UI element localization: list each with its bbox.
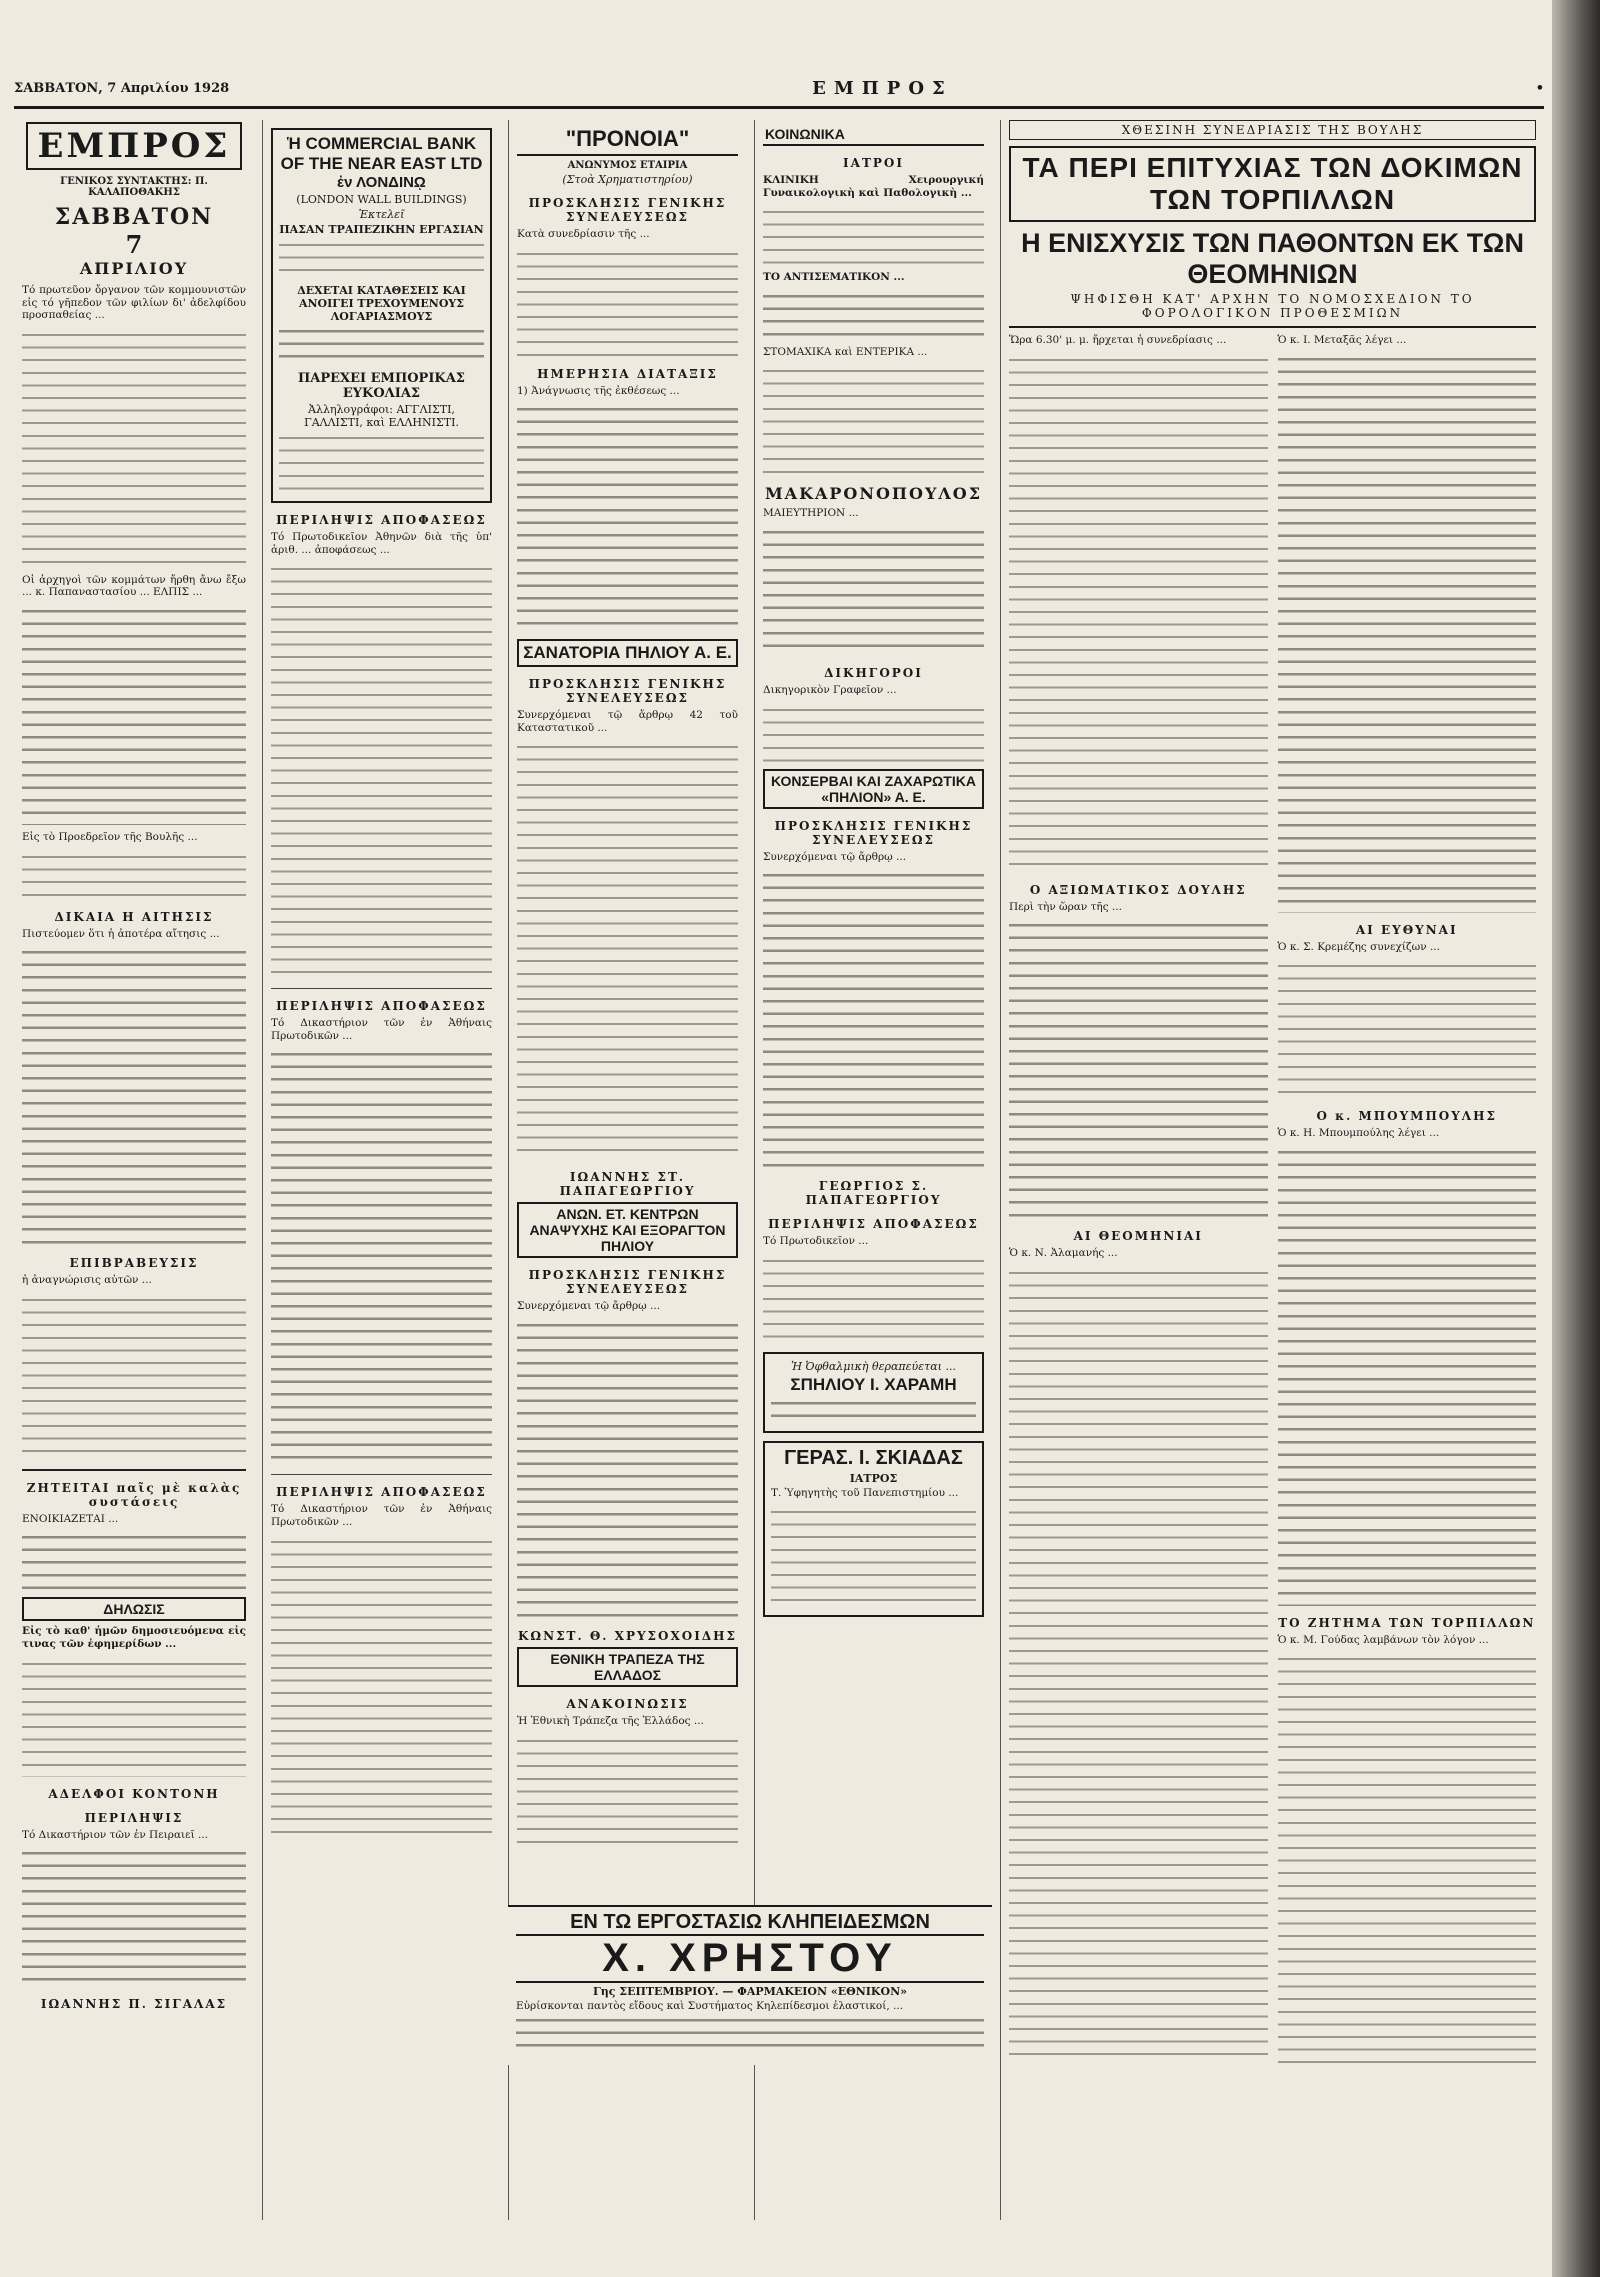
text-block (1278, 1146, 1537, 1606)
text-block (271, 1048, 492, 1468)
text-block (1278, 959, 1537, 1099)
text-block (763, 703, 984, 763)
text-block (763, 205, 984, 265)
section-heading: ΠΡΟΣΚΛΗΣΙΣ ΓΕΝΙΚΗΣ ΣΥΝΕΛΕΥΣΕΩΣ (774, 818, 973, 847)
signature: ΓΕΩΡΓΙΟΣ Σ. ΠΑΠΑΓΕΩΡΓΙΟΥ (805, 1179, 942, 1208)
ad-line: ΠΑΣΑΝ ΤΡΑΠΕΖΙΚΗΝ ΕΡΓΑΣΙΑΝ (279, 223, 484, 236)
article-text: Ὥρα 6.30' μ. μ. ἤρχεται ἡ συνεδρίασις ... (1009, 334, 1227, 346)
text-block (516, 2014, 984, 2054)
text-block (517, 247, 738, 357)
article-text: Τό Δικαστήριον τῶν ἐν Πειραιεῖ ... (22, 1828, 209, 1841)
text-block (279, 431, 484, 491)
ad-title: Ἡ COMMERCIAL BANK OF THE NEAR EAST LTD (280, 134, 483, 173)
doctor-advertisement (763, 1441, 984, 1618)
text-block (763, 526, 984, 656)
section-box-title: ΚΟΝΣΕΡΒΑΙ ΚΑΙ ΖΑΧΑΡΩΤΙΚΑ «ΠΗΛΙΟΝ» Α. Ε. (763, 769, 984, 809)
factory-advertisement (508, 1905, 992, 2065)
section-box-title: ΕΘΝΙΚΗ ΤΡΑΠΕΖΑ ΤΗΣ ΕΛΛΑΔΟΣ (517, 1647, 738, 1687)
section-heading: ΑΙ ΘΕΟΜΗΝΙΑΙ (1073, 1229, 1203, 1244)
section-heading: ΔΙΚΑΙΑ Η ΑΙΤΗΣΙΣ (54, 909, 214, 924)
section-heading: ΔΗΛΩΣΙΣ (22, 1597, 246, 1621)
text-block (763, 290, 984, 340)
article-text: Τό Δικαστήριον τῶν ἐν Ἀθήναις Πρωτοδικῶν ... (271, 1503, 492, 1528)
article-text: Εἰς τὸ Προεδρεῖον τῆς Βουλῆς ... (22, 830, 198, 843)
section-heading: ΜΑΚΑΡΟΝΟΠΟΥΛΟΣ (764, 484, 983, 504)
text-block (517, 740, 738, 1160)
section-topbar: ΧΘΕΣΙΝΗ ΣΥΝΕΔΡΙΑΣΙΣ ΤΗΣ ΒΟΥΛΗΣ (1009, 120, 1536, 140)
month-name: ΑΠΡΙΛΙΟΥ (79, 259, 189, 278)
section-heading: ΕΠΙΒΡΑΒΕΥΣΙΣ (69, 1256, 199, 1271)
text-block (771, 1397, 976, 1421)
ad-subtitle: ἐν ΛΟΝΔΙΝῼ (337, 174, 426, 191)
second-headline: Η ΕΝΙΣΧΥΣΙΣ ΤΩΝ ΠΑΘΟΝΤΩΝ ΕΚ ΤΩΝ ΘΕΟΜΗΝΙΩΝ (1021, 228, 1524, 289)
section-heading: Ο κ. ΜΠΟΥΜΠΟΥΛΗΣ (1316, 1109, 1497, 1124)
section-heading: ΔΙΚΗΓΟΡΟΙ (824, 665, 923, 680)
article-text: Συνερχόμεναι τῷ ἄρθρῳ ... (763, 850, 907, 863)
ad-title: ΓΕΡΑΣ. Ι. ΣΚΙΑΔΑΣ (784, 1446, 963, 1469)
article-column-left (1009, 334, 1268, 2078)
column-2 (262, 120, 500, 2220)
text-block (271, 562, 492, 982)
section-heading: ΠΕΡΙΛΗΨΙΣ (84, 1810, 184, 1825)
ad-line: Ἡ Ὀφθαλμικὴ θεραπεύεται ... (791, 1359, 956, 1373)
article-columns (1009, 334, 1536, 2078)
divider (22, 1469, 246, 1471)
main-headline: ΤΑ ΠΕΡΙ ΕΠΙΤΥΧΙΑΣ ΤΩΝ ΔΟΚΙΜΩΝ ΤΩΝ ΤΟΡΠΙΛΛΩΝ (1009, 146, 1536, 222)
article-text: Ὁ κ. Η. Μπουμπούλης λέγει ... (1277, 1127, 1440, 1140)
text-block (763, 869, 984, 1169)
section-heading: Ο ΑΞΙΩΜΑΤΙΚΟΣ ΔΟΥΛΗΣ (1029, 882, 1247, 897)
section-heading: ΤΟ ΖΗΤΗΜΑ ΤΩΝ ΤΟΡΠΙΛΛΩΝ (1278, 1615, 1536, 1630)
article-text: Εἰς τὸ καθ' ἡμῶν δημοσιευόμενα εἰς τινας τῶν ἐφημερίδων ... (22, 1625, 246, 1650)
text-block (1278, 353, 1537, 913)
article-text: Δικηγορικὸν Γραφεῖον ... (763, 683, 897, 696)
ad-line: Ἀλληλογράφοι: ΑΓΓΛΙΣΤΙ, ΓΑΛΛΙΣΤΙ, καὶ ΕΛΛΗΝΙΣΤΙ. (304, 403, 459, 429)
section-heading: ΠΡΟΣΚΛΗΣΙΣ ΓΕΝΙΚΗΣ ΣΥΝΕΛΕΥΣΕΩΣ (528, 196, 727, 224)
section-heading: ΠΕΡΙΛΗΨΙΣ ΑΠΟΦΑΣΕΩΣ (276, 513, 487, 527)
text-block (1009, 919, 1268, 1219)
text-block (22, 1847, 246, 1987)
masthead-date: ΣΑΒΒΑΤΟΝ, 7 Απριλίου 1928 (14, 80, 230, 96)
ad-line: ΙΑΤΡΟΣ (849, 1471, 898, 1485)
article-text: ΤΟ ΑΝΤΙΣΕΜΑΤΙΚΟΝ ... (763, 271, 905, 284)
article-text: Οἱ ἀρχηγοὶ τῶν κομμάτων ἤρθη ἄνω ἔξω ... κ. Παπαναστασίου ... ΕΛΠΙΣ ... (22, 573, 246, 599)
text-block (22, 850, 246, 900)
text-block (22, 1293, 246, 1463)
section-box-title: ΑΝΩΝ. ΕΤ. ΚΕΝΤΡΩΝ ΑΝΑΨΥΧΗΣ ΚΑΙ ΕΞΟΡΑΓΤΟΝ ΠΗΛΙΟΥ (517, 1202, 738, 1258)
day-number: 7 (125, 230, 143, 259)
article-text: ΜΑΙΕΥΤΗΡΙΟΝ ... (763, 507, 859, 520)
text-block (22, 1531, 246, 1591)
article-text: ΚΛΙΝΙΚΗ Χειρουργική Γυναικολογικὴ καὶ Παθολογικὴ ... (763, 174, 984, 199)
signature: ΙΩΑΝΝΗΣ ΣΤ. ΠΑΠΑΓΕΩΡΓΙΟΥ (559, 1170, 696, 1199)
editor-line: ΓΕΝΙΚΟΣ ΣΥΝΤΑΚΤΗΣ: Π. ΚΑΛΑΠΟΘΑΚΗΣ (60, 176, 208, 198)
divider (271, 1474, 492, 1475)
page-edge-shadow (1552, 0, 1600, 2277)
signature: ΑΔΕΛΦΟΙ ΚΟΝΤΟΝΗ (48, 1786, 220, 1801)
article-text: Συνερχόμεναι τῷ ἄρθρῳ 42 τοῦ Καταστατικοῦ ... (517, 709, 738, 734)
section-heading: ΠΡΟΣΚΛΗΣΙΣ ΓΕΝΙΚΗΣ ΣΥΝΕΛΕΥΣΕΩΣ (528, 677, 727, 706)
section-title: ΚΟΙΝΩΝΙΚΑ (763, 124, 984, 146)
section-heading: ΑΝΑΚΟΙΝΩΣΙΣ (566, 1696, 689, 1711)
company-subtitle: ΑΝΩΝΥΜΟΣ ΕΤΑΙΡΙΑ (567, 160, 688, 171)
article-text: Ὁ κ. Σ. Κρεμέζης συνεχίζων ... (1277, 940, 1440, 953)
divider (271, 988, 492, 989)
article-text: Ὁ κ. Ι. Μεταξᾶς λέγει ... (1277, 334, 1407, 346)
text-block (22, 605, 246, 825)
ad-name: Χ. ΧΡΗΣΤΟΥ (516, 1934, 984, 1983)
section-heading: ΗΜΕΡΗΣΙΑ ΔΙΑΤΑΞΙΣ (537, 366, 718, 381)
text-block (517, 1734, 738, 1844)
ad-line: Ἐκτελεῖ (358, 208, 405, 221)
article-text: ἡ ἀναγνώρισις αὐτῶν ... (22, 1274, 152, 1287)
headline-kicker: ΨΗΦΙΣΘΗ ΚΑΤ' ΑΡΧΗΝ ΤΟ ΝΟΜΟΣΧΕΔΙΟΝ ΤΟ ΦΟΡΟΛΟΓΙΚΟΝ ΠΡΟΘΕΣΜΙΩΝ (1009, 292, 1536, 328)
text-block (1009, 1266, 1268, 2066)
bank-advertisement (271, 128, 492, 503)
text-block (22, 946, 246, 1246)
ad-top-line: ΕΝ ΤΩ ΕΡΓΟΣΤΑΣΙΩ ΚΛΗΠΕΙΔΕΣΜΩΝ (570, 1911, 930, 1933)
text-block (271, 1535, 492, 1835)
paper-title: ΕΜΠΡΟΣ (26, 122, 242, 170)
ad-line: ΠΑΡΕΧΕΙ ΕΜΠΟΡΙΚΑΣ ΕΥΚΟΛΙΑΣ (298, 371, 465, 401)
day-name: ΣΑΒΒΑΤΟΝ (54, 204, 214, 230)
column-5 (1000, 120, 1544, 2220)
ad-line: ΔΕΧΕΤΑΙ ΚΑΤΑΘΕΣΕΙΣ ΚΑΙ ΑΝΟΙΓΕΙ ΤΡΕΧΟΥΜΕΝΟΥΣ ΛΟΓΑΡΙΑΣΜΟΥΣ (297, 284, 466, 323)
text-block (279, 325, 484, 365)
text-block (1009, 353, 1268, 873)
article-text: Τό πρωτεῦον ὄργανον τῶν κομμουνιστῶν εἰς τό γῆπεδον τῶν φιλίων δι' ἀδελφίδου προσπαθείας ... (22, 284, 246, 322)
section-heading: ΠΕΡΙΛΗΨΙΣ ΑΠΟΦΑΣΕΩΣ (276, 999, 487, 1014)
company-title: "ΠΡΟΝΟΙΑ" (517, 124, 738, 156)
text-block (22, 328, 246, 568)
article-text: Πιστεύομεν ὅτι ἡ ἀποτέρα αἴτησις ... (22, 927, 220, 940)
text-block (22, 1657, 246, 1777)
masthead-title: ΕΜΠΡΟΣ (812, 77, 953, 99)
text-block (763, 1254, 984, 1344)
article-text: Τό Πρωτοδικεῖον ... (763, 1235, 869, 1248)
article-text: Ὁ κ. Μ. Γούδας λαμβάνων τὸν λόγον ... (1277, 1633, 1489, 1646)
section-box-title: ΣΑΝΑΤΟΡΙΑ ΠΗΛΙΟΥ Α. Ε. (517, 639, 738, 667)
ad-line: (LONDON WALL BUILDINGS) (296, 193, 467, 206)
page-masthead (14, 70, 1544, 109)
company-address: (Στοὰ Χρηματιστηρίου) (562, 173, 693, 186)
article-text: 1) Ἀνάγνωσις τῆς ἐκθέσεως ... (517, 384, 680, 397)
article-text: Συνερχόμεναι τῷ ἄρθρῳ ... (517, 1300, 661, 1313)
ad-body: Εὑρίσκονται παντὸς εἴδους καὶ Συστήματος Κηλεπίδεσμοι ἐλαστικοί, ... (516, 2000, 904, 2012)
article-text: Τό Πρωτοδικεῖον Ἀθηνῶν διὰ τῆς ὑπ' ἀριθ. ... ἀποφάσεως ... (271, 531, 492, 556)
section-heading: ΠΕΡΙΛΗΨΙΣ ΑΠΟΦΑΣΕΩΣ (768, 1217, 979, 1232)
article-text: ΕΝΟΙΚΙΑΖΕΤΑΙ ... (22, 1512, 119, 1525)
text-block (517, 403, 738, 633)
signature: ΙΩΑΝΝΗΣ Π. ΣΙΓΑΛΑΣ (40, 1997, 228, 2012)
text-block (279, 238, 484, 278)
ad-subline: Γης ΣΕΠΤΕΜΒΡΙΟΥ. — ΦΑΡΜΑΚΕΙΟΝ «ΕΘΝΙΚΟΝ» (592, 1985, 908, 1998)
section-heading: ΠΡΟΣΚΛΗΣΙΣ ΓΕΝΙΚΗΣ ΣΥΝΕΛΕΥΣΕΩΣ (528, 1268, 727, 1297)
article-text: Ὁ κ. Ν. Ἀλαμανής ... (1009, 1247, 1118, 1260)
doctor-advertisement (763, 1352, 984, 1433)
masthead-mark: • (1535, 80, 1544, 96)
article-column-right (1278, 334, 1537, 2078)
article-text: ΣΤΟΜΑΧΙΚΑ καὶ ΕΝΤΕΡΙΚΑ ... (763, 345, 928, 358)
article-text: Κατὰ συνεδρίασιν τῆς ... (517, 228, 650, 240)
signature: ΚΩΝΣΤ. Θ. ΧΡΥΣΟΧΟΙΔΗΣ (517, 1628, 737, 1643)
column-1 (14, 120, 254, 2220)
section-heading: ΑΙ ΕΥΘΥΝΑΙ (1355, 922, 1458, 937)
text-block (1278, 1652, 1537, 2072)
article-text: Τό Δικαστήριον τῶν ἐν Ἀθήναις Πρωτοδικῶν ... (271, 1017, 492, 1042)
article-text: Περὶ τὴν ὥραν τῆς ... (1009, 900, 1122, 913)
text-block (517, 1319, 738, 1619)
section-heading: ΙΑΤΡΟΙ (843, 156, 904, 170)
section-heading: ΖΗΤΕΙΤΑΙ παῖς μὲ καλὰς συστάσεις (26, 1480, 242, 1509)
article-text: Ἡ Ἐθνικὴ Τράπεζα τῆς Ἑλλάδος ... (517, 1714, 704, 1727)
text-block (763, 364, 984, 474)
ad-title: ΣΠΗΛΙΟΥ Ι. ΧΑΡΑΜΗ (790, 1374, 957, 1394)
section-heading: ΠΕΡΙΛΗΨΙΣ ΑΠΟΦΑΣΕΩΣ (276, 1485, 487, 1500)
text-block (771, 1505, 976, 1605)
article-text: Τ. Ὑφηγητὴς τοῦ Πανεπιστημίου ... (771, 1486, 959, 1499)
